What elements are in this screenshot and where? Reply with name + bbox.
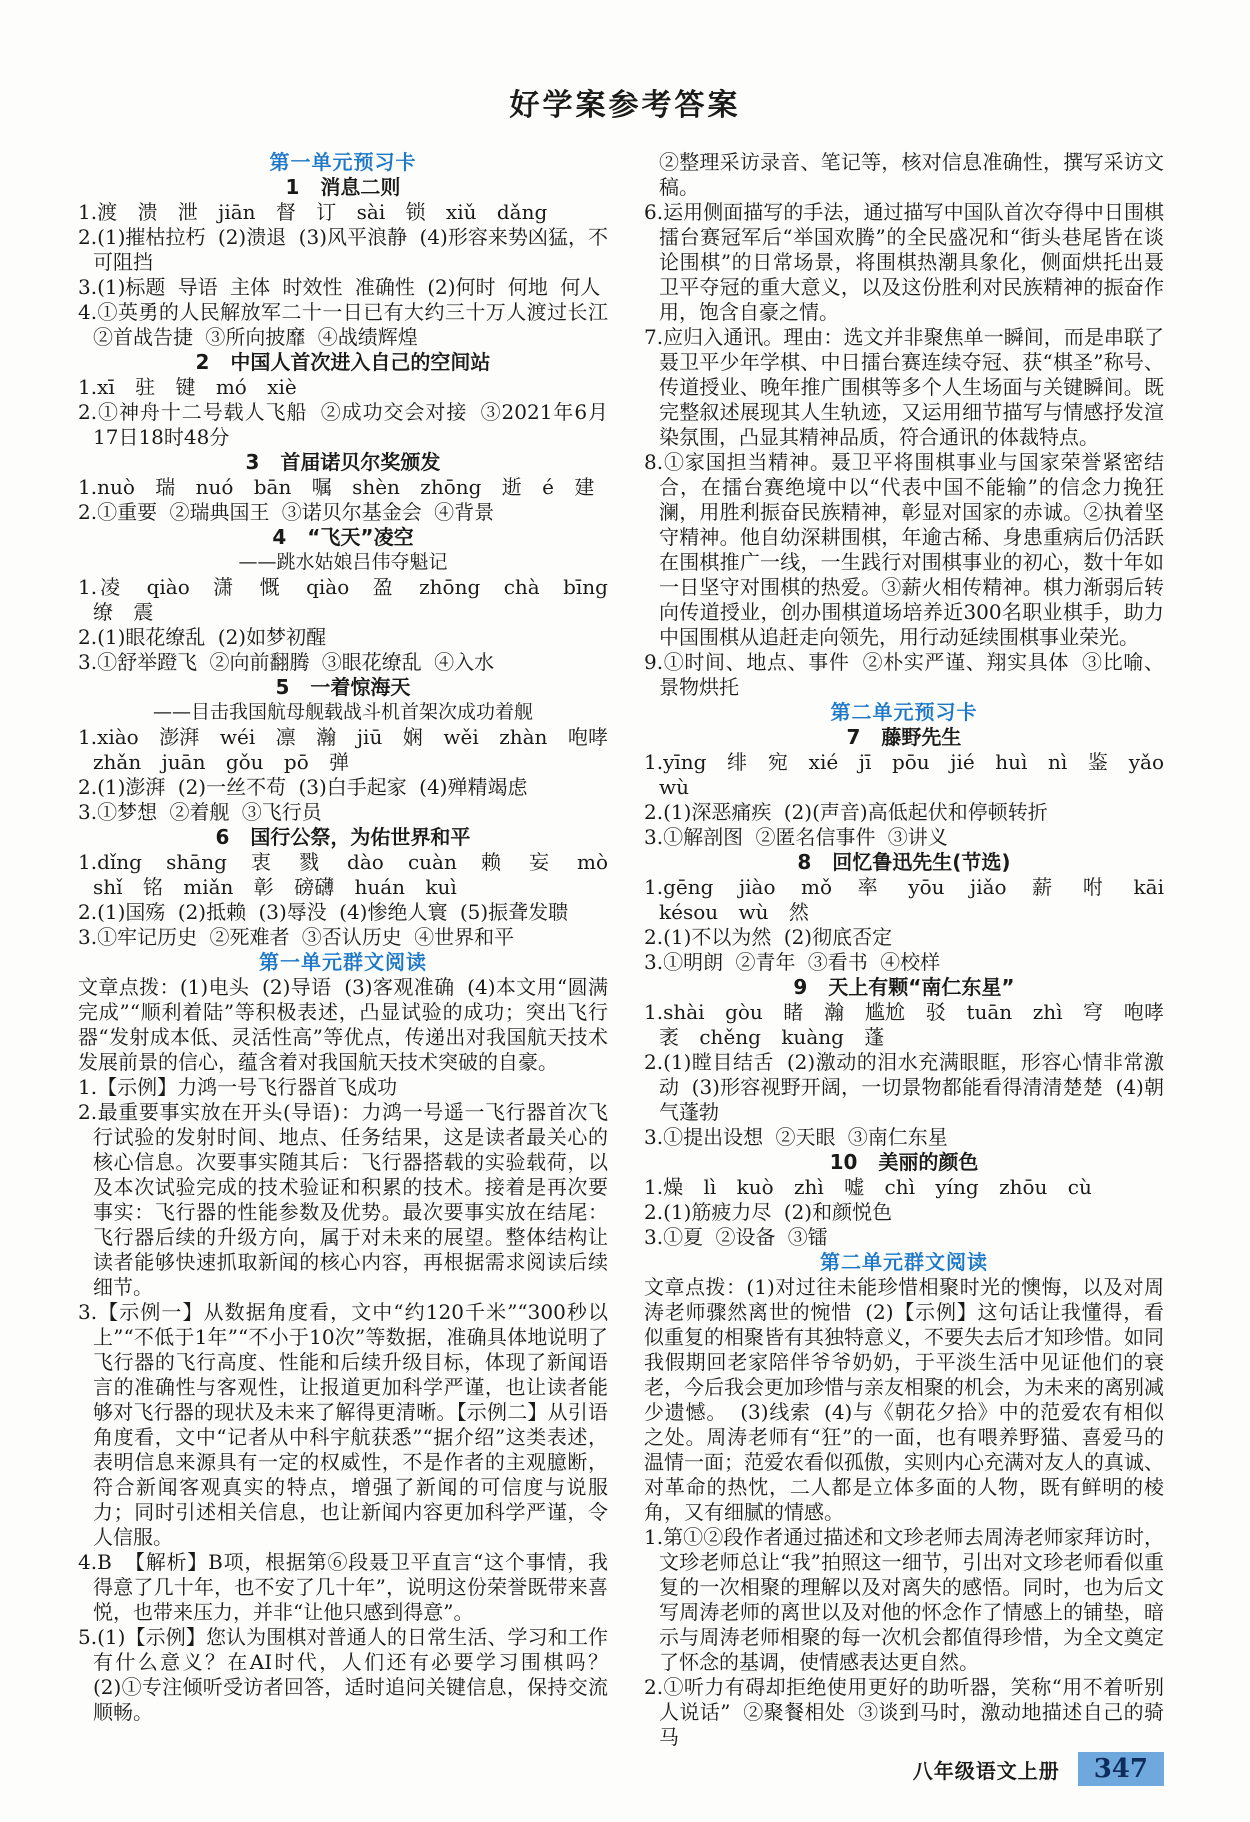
answer-item: 2.(1)国殇 (2)抵赖 (3)辱没 (4)惨绝人寰 (5)振聋发聩 (78, 900, 569, 924)
lesson-title: 4 “飞天”凌空 (272, 525, 414, 549)
answer-item: 2.(1)澎湃 (2)一丝不苟 (3)白手起家 (4)殚精竭虑 (78, 775, 528, 799)
answer-item: 1.燥 lì kuò zhì 嘘 chì yíng zhōu cù (644, 1175, 1092, 1199)
answer-item: 3.①舒举蹬飞 ②向前翻腾 ③眼花缭乱 ④入水 (78, 650, 495, 674)
article-notes: 文章点拨：(1)对过往未能珍惜相聚时光的懊悔，以及对周涛老师骤然离世的惋惜 (2)【示例】这句话让我懂得，看似重复的相聚皆有其独特意义，不要失去后才知珍惜。如同我假期回老家陪伴爷爷奶奶，于平淡生活中见证他们的衰老，今后我会更加珍惜与亲友相聚的机会，为未来的离别减少遗憾。 (3)线索 (4)与《朝花夕拾》中的范爱农有相似之处。周涛老师有“狂”的一面，也有喂养野猫、喜爱马的温情一面；范爱农看似孤傲，实则内心充满对友人的真诚、对革命的热忱，二人都是立体多面的人物，既有鲜明的棱角，又有细腻的情感。 (644, 1275, 1164, 1524)
answer-item: 2.(1)摧枯拉朽 (2)溃退 (3)风平浪静 (4)形容来势凶猛，不可阻挡 (78, 225, 608, 274)
answer-item: 3.①明朗 ②青年 ③看书 ④校样 (644, 950, 941, 974)
answer-item: 3.①提出设想 ②天眼 ③南仁东星 (644, 1125, 948, 1149)
page-title: 好学案参考答案 (509, 88, 741, 123)
page-footer (913, 1752, 1164, 1786)
answer-item: 1.gēng jiào mǒ 率 yōu jiǎo 薪 咐 kāi késou wù 然 (644, 875, 1164, 924)
lesson-title: 10 美丽的颜色 (829, 1150, 979, 1174)
answer-item: 2.(1)筋疲力尽 (2)和颜悦色 (644, 1200, 893, 1224)
lesson-title: 2 中国人首次进入自己的空间站 (195, 350, 491, 374)
answer-item: 2.①重要 ②瑞典国王 ③诺贝尔基金会 ④背景 (78, 500, 495, 524)
answer-item: 1.渡 溃 泄 jiān 督 订 sài 锁 xiǔ dǎng (78, 200, 548, 224)
right-column (644, 150, 1164, 1750)
lesson-title: 9 天上有颗“南仁东星” (793, 975, 1015, 999)
book-title: 八年级语文上册 (912, 1758, 1060, 1783)
unit-heading: 第二单元群文阅读 (820, 1250, 988, 1274)
answer-item: 2.(1)眼花缭乱 (2)如梦初醒 (78, 625, 327, 649)
unit-heading: 第二单元预习卡 (830, 700, 978, 724)
answer-item: 8.①家国担当精神。聂卫平将围棋事业与国家荣誉紧密结合，在擂台赛绝境中以“代表中国不能输”的信念力挽狂澜，用胜利振奋民族精神，彰显对国家的赤诚。②执着坚守精神。他自幼深耕围棋，年逾古稀、身患重病后仍活跃在围棋推广一线，一生践行对围棋事业的初心，数十年如一日坚守对围棋的热爱。③薪火相传精神。棋力渐弱后转向传道授业，创办围棋道场培养近300名职业棋手，助力中国围棋从追赶走向领先，用行动延续围棋事业荣光。 (644, 450, 1164, 649)
answer-item: 2.最重要事实放在开头(导语)：力鸿一号遥一飞行器首次飞行试验的发射时间、地点、任务结果，这是读者最关心的核心信息。次要事实随其后：飞行器搭载的实验载荷，以及本次试验完成的技术验证和积累的技术。接着是再次要事实：飞行器的性能参数及优势。最次要事实放在结尾：飞行器后续的升级方向，属于对未来的展望。整体结构让读者能够快速抓取新闻的核心内容，再根据需求阅读后续细节。 (78, 1100, 608, 1299)
answer-item-continued: ②整理采访录音、笔记等，核对信息准确性，撰写采访文稿。 (659, 150, 1164, 199)
answer-item: 2.①听力有碍却拒绝使用更好的助听器，笑称“用不着听别人说话” ②聚餐相处 ③谈到马时，激动地描述自己的骑马 (644, 1675, 1164, 1749)
answer-item: 2.(1)瞠目结舌 (2)激动的泪水充满眼眶，形容心情非常激动 (3)形容视野开阔，一切景物都能看得清清楚楚 (4)朝气蓬勃 (644, 1050, 1164, 1124)
lesson-title: 6 国行公祭，为佑世界和平 (215, 825, 471, 849)
answer-item: 3.①解剖图 ②匿名信事件 ③讲义 (644, 825, 948, 849)
answer-item: 2.①神舟十二号载人飞船 ②成功交会对接 ③2021年6月17日18时48分 (78, 400, 608, 449)
answer-item: 2.(1)深恶痛疾 (2)(声音)高低起伏和停顿转折 (644, 800, 1048, 824)
lesson-title: 3 首届诺贝尔奖颁发 (245, 450, 441, 474)
answer-item: 4.B 【解析】B项，根据第⑥段聂卫平直言“这个事情，我得意了几十年，也不安了几十年”，说明这份荣誉既带来喜悦，也带来压力，并非“让他只感到得意”。 (78, 1550, 608, 1624)
answer-item: 4.①英勇的人民解放军二十一日已有大约三十万人渡过长江 ②首战告捷 ③所向披靡 ④战绩辉煌 (78, 300, 608, 349)
lesson-title: 5 一着惊海天 (275, 675, 411, 699)
lesson-title: 1 消息二则 (285, 175, 401, 199)
answer-item: 2.(1)不以为然 (2)彻底否定 (644, 925, 893, 949)
lesson-subtitle: ——目击我国航母舰载战斗机首架次成功着舰 (152, 701, 533, 723)
answer-item: 3.(1)标题 导语 主体 时效性 准确性 (2)何时 何地 何人 (78, 275, 601, 299)
answer-item: 3.①梦想 ②着舰 ③飞行员 (78, 800, 322, 824)
lesson-title: 8 回忆鲁迅先生(节选) (797, 850, 1011, 874)
answer-item: 1.【示例】力鸿一号飞行器首飞成功 (78, 1075, 398, 1099)
answer-item: 7.应归入通讯。理由：选文并非聚焦单一瞬间，而是串联了聂卫平少年学棋、中日擂台赛连续夺冠、获“棋圣”称号、传道授业、晚年推广围棋等多个人生场面与关键瞬间。既完整叙述展现其人生轨迹，又运用细节描写与情感抒发渲染氛围，凸显其精神品质，符合通讯的体裁特点。 (644, 325, 1164, 449)
answer-item: 6.运用侧面描写的手法，通过描写中国队首次夺得中日围棋擂台赛冠军后“举国欢腾”的全民盛况和“街头巷尾皆在谈论围棋”的日常场景，将围棋热潮具象化，侧面烘托出聂卫平夺冠的重大意义，以及这份胜利对民族精神的振奋作用，饱含自豪之情。 (644, 200, 1164, 324)
answer-item: 1.shài gòu 睹 瀚 尴尬 驳 tuān zhì 穹 咆哮 袤 chěng kuàng 蓬 (644, 1000, 1164, 1049)
answer-item: 5.(1)【示例】您认为围棋对普通人的日常生活、学习和工作有什么意义？在AI时代，人们还有必要学习围棋吗？ (2)①专注倾听受访者回答，适时追问关键信息，保持交流顺畅。 (78, 1625, 608, 1724)
unit-heading: 第一单元预习卡 (269, 150, 417, 174)
answer-item: 1.nuò 瑞 nuó bān 嘱 shèn zhōng 逝 é 建 (78, 475, 595, 499)
left-column (78, 150, 608, 1725)
answer-item: 9.①时间、地点、事件 ②朴实严谨、翔实具体 ③比喻、景物烘托 (644, 650, 1164, 699)
page-number: 347 (1078, 1752, 1164, 1786)
answer-item: 3.【示例一】从数据角度看，文中“约120千米”“300秒以上”“不低于1年”“不小于10次”等数据，准确具体地说明了飞行器的飞行高度、性能和后续升级目标，体现了新闻语言的准确性与客观性，让报道更加科学严谨，也让读者能够对飞行器的现状及未来了解得更清晰。【示例二】从引语角度看，文中“记者从中科宇航获悉”“据介绍”这类表述，表明信息来源具有一定的权威性，不是作者的主观臆断，符合新闻客观真实的特点，增强了新闻的可信度与说服力；同时引述相关信息，也让新闻内容更加科学严谨，令人信服。 (78, 1300, 608, 1549)
answer-item: 1.yīng 绯 宛 xié jī pōu jié huì nì 鉴 yǎo wù (644, 750, 1164, 799)
answer-item: 1.dǐng shāng 衷 戮 dào cuàn 赖 妄 mò shǐ 铭 miǎn 彰 磅礴 huán kuì (78, 850, 608, 899)
answer-item: 3.①牢记历史 ②死难者 ③否认历史 ④世界和平 (78, 925, 515, 949)
answer-item: 1.xī 驻 键 mó xiè (78, 375, 297, 399)
answer-item: 1.凌 qiào 潇 慨 qiào 盈 zhōng chà bīng 缭 震 (78, 575, 608, 624)
unit-heading: 第一单元群文阅读 (259, 950, 427, 974)
answer-item: 1.第①②段作者通过描述和文珍老师去周涛老师家拜访时，文珍老师总让“我”拍照这一细节，引出对文珍老师看似重复的一次相聚的理解以及对离失的感悟。同时，也为后文写周涛老师的离世以及对他的怀念作了情感上的铺垫，暗示与周涛老师相聚的每一次机会都值得珍惜，为全文奠定了怀念的基调，使情感表达更自然。 (644, 1525, 1164, 1674)
answer-item: 3.①夏 ②设备 ③镭 (644, 1225, 828, 1249)
lesson-title: 7 藤野先生 (846, 725, 962, 749)
article-notes: 文章点拨：(1)电头 (2)导语 (3)客观准确 (4)本文用“圆满完成”“顺利着陆”等积极表述，凸显试验的成功；突出飞行器“发射成本低、灵活性高”等优点，传递出对我国航天技术发展前景的信心，蕴含着对我国航天技术突破的自豪。 (78, 975, 608, 1074)
lesson-subtitle: ——跳水姑娘吕伟夺魁记 (238, 551, 448, 573)
answer-item: 1.xiào 澎湃 wéi 凛 瀚 jiū 娴 wěi zhàn 咆哮 zhǎn juān gǒu pō 弹 (78, 725, 608, 774)
